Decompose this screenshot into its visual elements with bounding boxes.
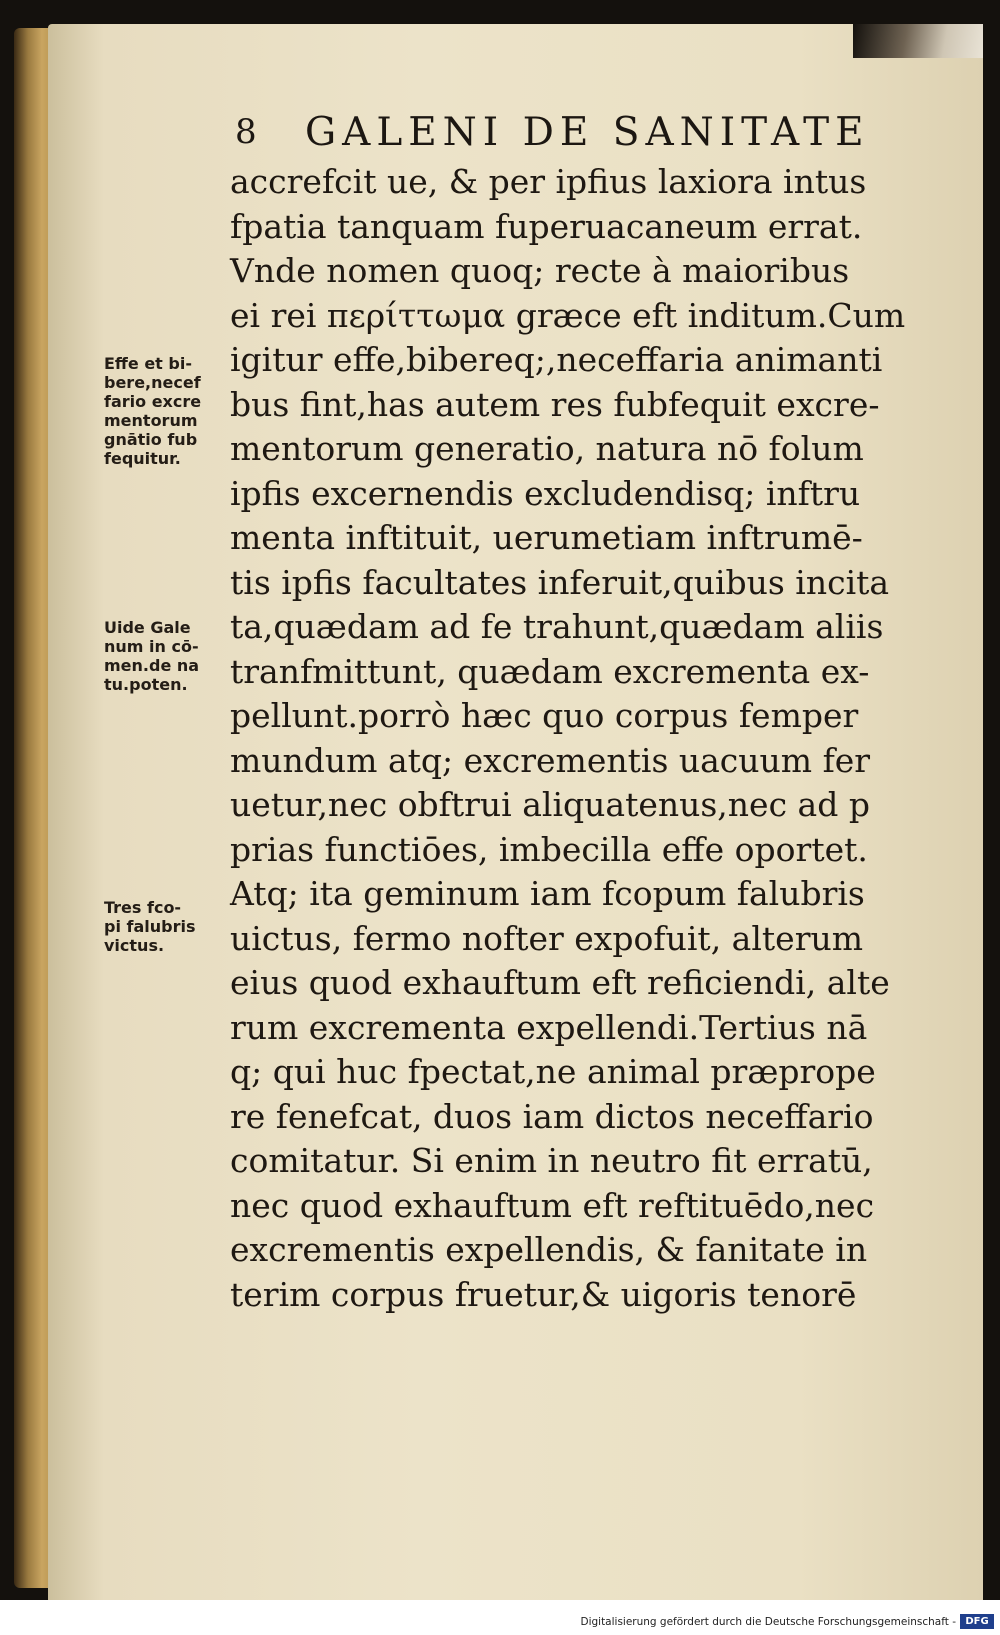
text-line: menta inftituit, uerumetiam inftrumē-: [230, 518, 863, 557]
marginal-note: [104, 898, 239, 955]
marginal-line: bere,necef: [104, 373, 201, 392]
marginal-line: pi falubris: [104, 917, 196, 936]
text-line: uetur,nec obftrui aliquatenus,nec ad p: [230, 785, 870, 824]
marginal-line: Effe et bi-: [104, 354, 192, 373]
text-line: pellunt.porrò hæc quo corpus femper: [230, 696, 859, 735]
main-text-block: [230, 160, 906, 1317]
text-line: q; qui huc fpectat,ne animal præprope: [230, 1052, 876, 1091]
text-line: bus fint,has autem res fubfequit excre-: [230, 384, 880, 424]
folio-number: 8: [235, 112, 257, 152]
text-line: uictus, fermo nofter expofuit, alterum: [230, 918, 864, 958]
text-line: comitatur. Si enim in neutro fit erratū,: [230, 1141, 873, 1180]
text-line: Vnde nomen quoq; recte à maioribus: [230, 251, 850, 290]
marginal-line: mentorum: [104, 411, 198, 430]
text-line: Atq; ita geminum iam fcopum falubris: [230, 874, 865, 913]
marginal-line: tu.poten.: [104, 675, 188, 694]
marginal-note: [104, 618, 239, 694]
marginal-line: victus.: [104, 936, 165, 955]
text-line: terim corpus fruetur,& uigoris tenorē: [230, 1274, 857, 1314]
text-line: ipfis excernendis excludendisq; inftru: [230, 473, 861, 513]
text-line: tranfmittunt, quædam excrementa ex-: [230, 651, 870, 691]
marginal-line: Tres fco-: [104, 898, 182, 917]
running-title: GALENI DE SANITATE: [305, 110, 870, 155]
text-line: tis ipfis facultates inferuit,quibus incita: [230, 562, 890, 602]
page-corner: [853, 24, 983, 58]
text-line: eius quod exhauftum eft reficiendi, alte: [230, 963, 890, 1002]
text-line: ta,quædam ad fe trahunt,quædam aliis: [230, 607, 884, 646]
marginal-line: gnātio fub: [104, 430, 198, 449]
funding-credit: Digitalisierung gefördert durch die Deutsche Forschungsgemeinschaft -: [580, 1616, 956, 1628]
text-line: rum excrementa expellendi.Tertius nā: [230, 1007, 868, 1047]
text-line: mentorum generatio, natura nō folum: [230, 429, 864, 468]
text-line: nec quod exhauftum eft reftituēdo,nec: [230, 1185, 875, 1225]
page-header: [235, 110, 870, 162]
dfg-logo[interactable]: DFG: [960, 1614, 994, 1629]
text-line: ei rei περίττωμα græce eft inditum.Cum: [230, 295, 906, 335]
marginal-line: Uide Gale: [104, 618, 191, 637]
text-line: re fenefcat, duos iam dictos neceffario: [230, 1096, 874, 1136]
marginal-line: num in cō-: [104, 637, 199, 656]
text-line: prias functiōes, imbecilla effe oportet.: [230, 829, 868, 869]
text-line: igitur effe,bibereq;,neceffaria animanti: [230, 340, 883, 379]
text-line: excrementis expellendis, & fanitate in: [230, 1230, 868, 1269]
text-line: fpatia tanquam fuperuacaneum errat.: [230, 206, 863, 246]
text-line: mundum atq; excrementis uacuum fer: [230, 740, 871, 780]
text-line: accrefcit ue, & per ipfius laxiora intus: [230, 162, 867, 201]
marginal-line: fequitur.: [104, 449, 181, 468]
marginal-line: men.de na: [104, 656, 200, 675]
marginal-line: fario excre: [104, 392, 202, 411]
marginal-note: [104, 354, 239, 468]
